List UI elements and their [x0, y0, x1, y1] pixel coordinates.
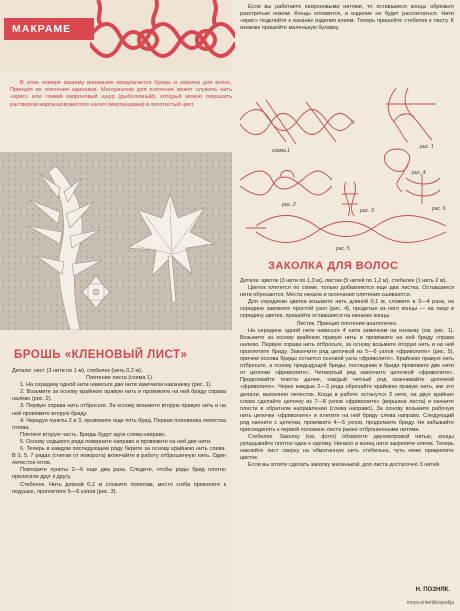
intro-paragraph: В этом номере вашему вниманию предлагается брошь и заколка для волос. Принцип их плетения одинаков. Материалом для плетения может служить нить «ирис» или тонкий капроновый шнур (рыболовный), который можно покрасить раствором марганцовокислого калия (марганцовки) в золотистый цвет.	[10, 80, 232, 108]
brooch-step: 4. Чередуя пункты 2 и 3, провяжите еще пять брид. Первая половинка лепестка готова.	[12, 417, 226, 431]
brooch-hairpin-photo-image	[0, 152, 232, 330]
brooch-step: 6. Теперь в каждом последующем ряду берите за основу крайнюю нить слева. В 3, 5, 7 рядах (считая от поворота) включайте в работу отброшенную нить. Один лепесток готов.	[12, 446, 226, 467]
leaf-paragraph: Стебелек. Заколку (см. фото) обхватите двухметровой нитью, концы укладывайте плотно один к одному. Начало и конец нити закрепите клеем. Теперь наклейте лист сверху на обмотанную нить стебелька, чуть ниже прикрепите цветок.	[240, 434, 454, 462]
brooch-instructions	[12, 368, 226, 496]
brooch-step: Стебелек. Нить длиной 0,2 м сложите пополам, место сгиба приколите к подушке, проплетите 5—6 узлов (рис. 3).	[12, 481, 226, 495]
author-signature: Н. ПОЗНЯК.	[415, 587, 450, 593]
macrame-knot-border-icon	[90, 0, 235, 72]
hairpin-instructions	[240, 278, 454, 470]
figure-label: рис. 4	[412, 170, 426, 176]
brooch-step: 5. Основу седьмого ряда поверните направо и провяжите на ней две нити.	[20, 438, 212, 445]
leaf-paragraph: Если вы хотите сделать заколку маленькой, для листа достаточно 3 нитей.	[248, 462, 441, 469]
brooch-details: Детали: лист (3 нити по 1 м), стебелек (нить 0,2 м).	[12, 368, 143, 374]
knot-diagrams	[236, 82, 458, 254]
leaf-subtitle: Листик. Принцип плетения аналогичен.	[296, 320, 398, 327]
figure-label: схема 1	[272, 148, 290, 154]
leaf-paragraph: На середине одной нити навесьте 4 нити замочком на изнанку (см. рис. 1). Возьмите за основу крайнюю правую нить и провяжите на ней бриду справа налево. Первую справа нить отбросьте, за основу возьмите вторую нить и на ней проплетите бриду. Закончите ряд цепочкой из 5—6 узлов «фриволите» (рис. 5), причем основа бриды остается основой узла «фриволите». Крайнюю правую нить отбросьте, а основу предыдущей бриды, последним в бриде провяжите две нити от цепочки «фриволите». Четвертый ряд закончите цепочкой «фриволите». Продолжайте плести далее, каждый четный ряд оканчивайте цепочкой «фриволите». Через каждые 2—3 ряда обрезайте крайнюю правую нить, как это делали, выполняя лепесток. Когда в работе останутся 3 нити, на двух крайних слева сделайте цепочку из 7—8 узлов «фриволите» (вершина листа) и начните плести в обратном направлении (слева направо). За основу возьмите рабочую нить цепочки «фриволите» и плетите на ней бриду слева направо. Следующий ряд начните с цепочки, провяжите 4—5 узлов, продолжите бриду. Не забывайте присоединять к первой половине листа ранее отброшенными нитями.	[240, 327, 454, 433]
brooch-step: Плетите вторую часть. Бриды будут идти слева направо.	[20, 431, 167, 438]
figure-label: рис. 3	[360, 208, 374, 214]
macrame-photo	[0, 152, 232, 330]
site-watermark: moya.ententikopedija	[406, 600, 454, 606]
brooch-step: 3. Первую справа нить отбросьте. За основу возьмите вторую правую нить и на ней провяжите вторую бриду.	[12, 403, 226, 417]
figure-label: рис. 6	[432, 206, 446, 212]
hairpin-title: ЗАКОЛКА ДЛЯ ВОЛОС	[268, 260, 399, 272]
figure-label: рис. 5	[336, 246, 350, 252]
figure-label: рис. 2	[282, 202, 296, 208]
finishing-instructions	[240, 4, 454, 32]
brooch-step: 1. На середину одной нити навесьте две нити замочком наизнанку (рис. 1).	[20, 382, 213, 389]
hairpin-paragraph: Цветок плетется по схеме, только добавляются еще два листка. Оставшиеся нити обрезаются. Места начала и окончания плетения сшиваются.	[240, 285, 454, 299]
brooch-title: БРОШЬ «КЛЕНОВЫЙ ЛИСТ»	[14, 349, 188, 361]
brooch-subtitle: Плетение листа (схема 1)	[86, 375, 152, 382]
figure-label: рис. 1	[420, 144, 434, 150]
finishing-paragraph: Если вы работаете капроновыми нитями, то оставшиеся концы обрежьте разогретым ножом. Концы оплавятся, и изделие не будет расплетаться. Нити «ирис» подклейте к изнанке изделия клеем. Теперь пришейте стебелек к листу. К изнанке пришейте маленькую булавку.	[240, 4, 454, 32]
brooch-step: Повторите пункты 2—6 еще два раза. Следите, чтобы ряды брид плотно прилегали друг к другу.	[12, 467, 226, 481]
hairpin-details: Детали: цветок (3 нити по 1,3 м), листик (5 нитей по 1,2 м), стебелек (1 нить 2 м).	[240, 278, 447, 284]
hairpin-paragraph: Для серединки цветка возьмите нить длиной 0,1 м, сложите в 3—4 раза, на середине завяжите простой узел (рис. 4), продетые из него концы — на лицо в середину цветка, пришейте оставшиеся на изнанке концы.	[240, 299, 454, 320]
section-title: МАКРАМЕ	[12, 23, 72, 35]
brooch-step: 2. Возьмите за основу крайнюю правую нить и провяжите на ней бриду справа налево (рис. 2).	[12, 389, 226, 403]
